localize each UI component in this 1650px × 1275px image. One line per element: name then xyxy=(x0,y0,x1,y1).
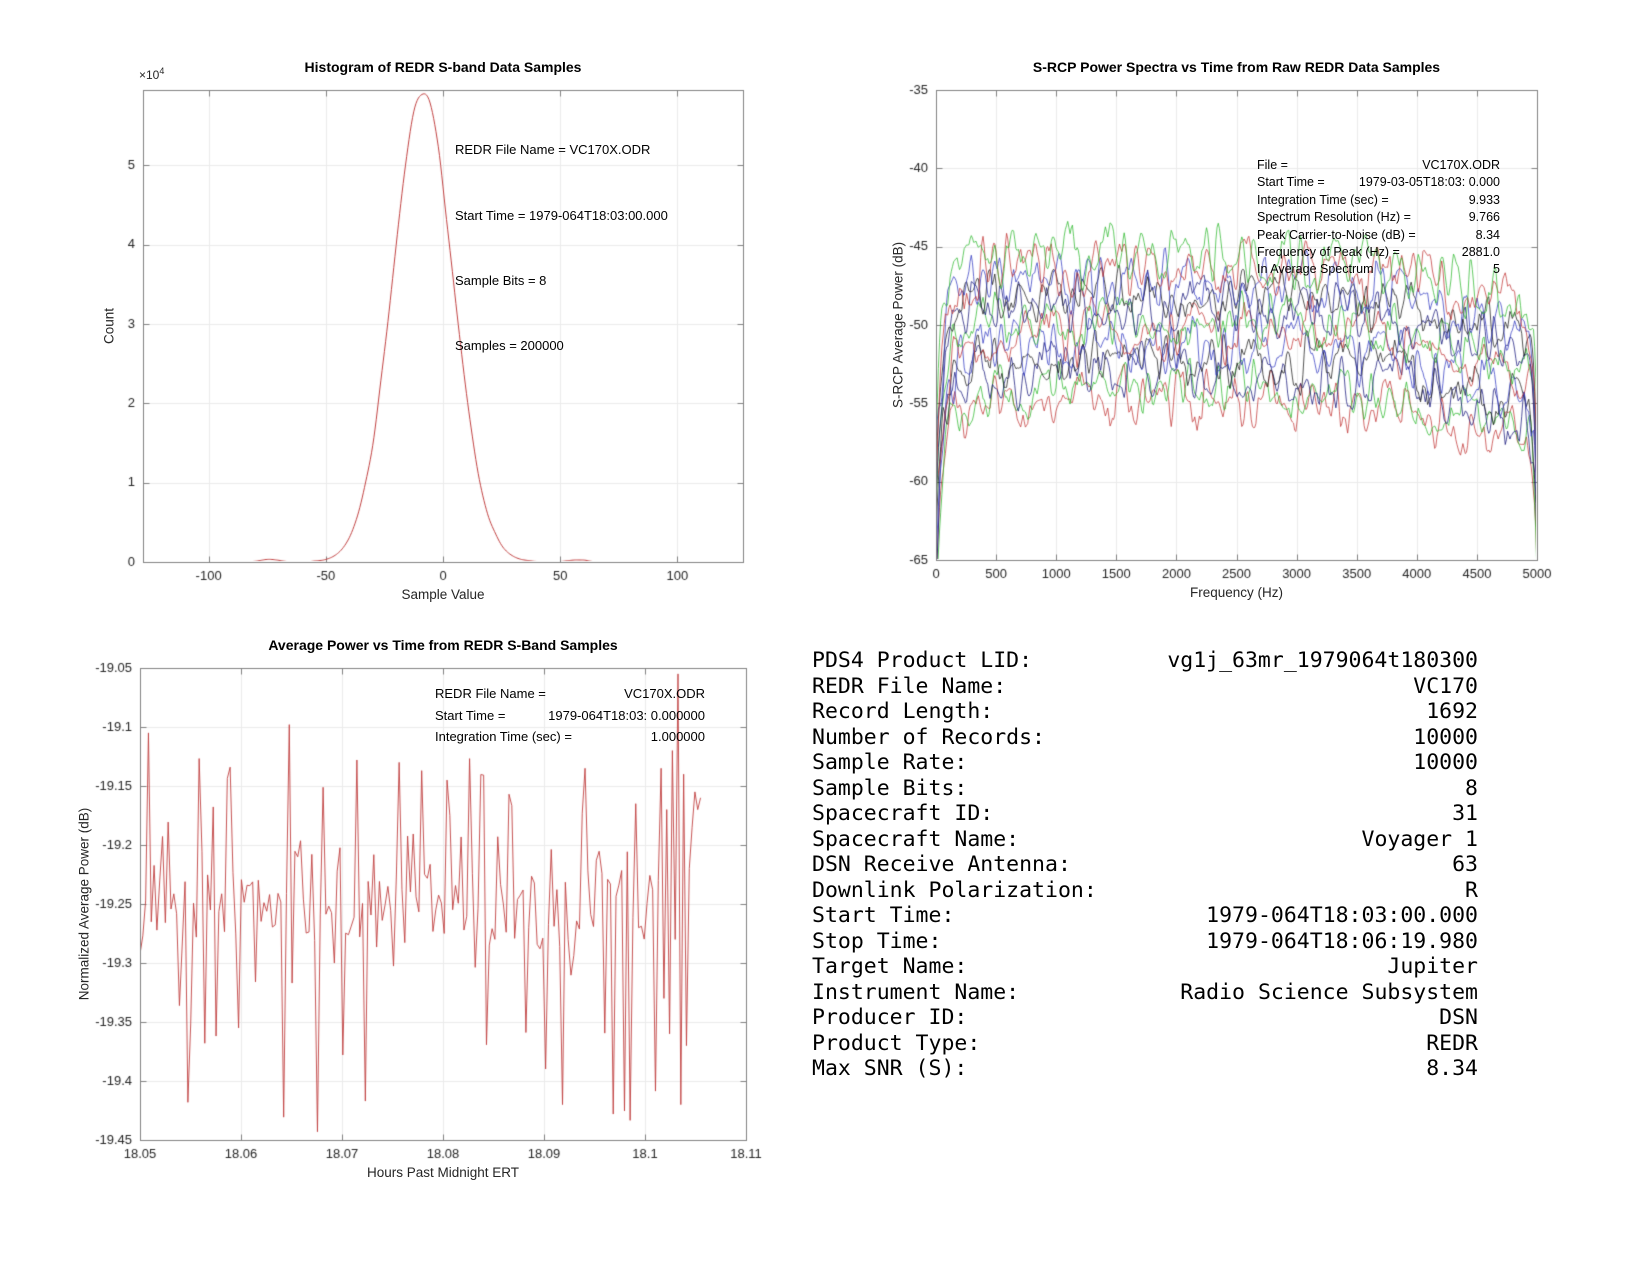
histogram-y-label: Count xyxy=(101,307,117,345)
spectra-y-label: S-RCP Average Power (dB) xyxy=(890,241,906,409)
power-time-title: Average Power vs Time from REDR S-Band Samples xyxy=(268,637,618,653)
spectra-x-label: Frequency (Hz) xyxy=(1189,585,1284,600)
metadata-label: Max SNR (S): xyxy=(812,1056,968,1081)
annotation-value: 9.766 xyxy=(1468,210,1500,225)
metadata-label: Downlink Polarization: xyxy=(812,877,1097,903)
metadata-row xyxy=(812,801,1478,827)
metadata-value: 1979-064T18:03:00.000 xyxy=(1206,903,1478,928)
metadata-label: Sample Rate: xyxy=(812,750,968,775)
annotation-value: 2881.0 xyxy=(1461,245,1500,260)
metadata-value: REDR xyxy=(1426,1030,1478,1056)
annotation-row xyxy=(1257,227,1500,244)
metadata-label: Spacecraft ID: xyxy=(812,801,994,826)
annotation-label: Frequency of Peak (Hz) = xyxy=(1257,245,1400,260)
metadata-panel xyxy=(812,648,1478,1082)
annotation-line: Start Time = 1979-064T18:03:00.000 xyxy=(455,207,668,223)
metadata-value: Jupiter xyxy=(1387,954,1478,979)
metadata-value: 8 xyxy=(1465,775,1478,801)
metadata-value: Voyager 1 xyxy=(1361,826,1478,852)
metadata-label: Record Length: xyxy=(812,699,994,724)
annotation-row xyxy=(1257,244,1500,261)
metadata-value: 10000 xyxy=(1413,724,1478,750)
metadata-label: Producer ID: xyxy=(812,1005,968,1030)
metadata-label: Number of Records: xyxy=(812,724,1045,750)
metadata-value: Radio Science Subsystem xyxy=(1180,979,1478,1005)
annotation-value: 8.34 xyxy=(1475,227,1500,242)
metadata-label: Sample Bits: xyxy=(812,775,968,801)
metadata-row xyxy=(812,750,1478,776)
metadata-label: Instrument Name: xyxy=(812,979,1020,1005)
metadata-value: 31 xyxy=(1452,801,1478,826)
annotation-value: 1.000000 xyxy=(650,729,705,745)
metadata-row xyxy=(812,776,1478,802)
exponent-mantissa: ×10 xyxy=(139,68,160,82)
metadata-value: vg1j_63mr_1979064t180300 xyxy=(1167,648,1478,673)
power-time-annotations xyxy=(435,683,705,748)
annotation-row xyxy=(435,726,705,748)
annotation-label: In Average Spectrum xyxy=(1257,262,1374,277)
annotation-value: 5 xyxy=(1493,262,1500,277)
metadata-row xyxy=(812,929,1478,955)
metadata-label: Product Type: xyxy=(812,1030,981,1056)
histogram-annotations xyxy=(455,96,668,400)
metadata-row xyxy=(812,1005,1478,1031)
metadata-label: Stop Time: xyxy=(812,928,942,954)
power-time-y-label: Normalized Average Power (dB) xyxy=(76,807,92,1001)
annotation-row xyxy=(1257,209,1500,226)
annotation-value: VC170X.ODR xyxy=(624,686,705,701)
metadata-row xyxy=(812,852,1478,878)
histogram-y-exponent xyxy=(139,66,164,82)
metadata-value: 8.34 xyxy=(1426,1056,1478,1081)
metadata-value: 63 xyxy=(1452,852,1478,877)
annotation-label: Integration Time (sec) = xyxy=(1257,192,1389,207)
annotation-line: Sample Bits = 8 xyxy=(455,272,547,288)
annotation-label: File = xyxy=(1257,158,1288,172)
metadata-row xyxy=(812,648,1478,674)
annotation-value: 1979-064T18:03: 0.000000 xyxy=(548,707,705,723)
annotation-row xyxy=(435,705,705,727)
metadata-row xyxy=(812,674,1478,700)
annotation-label: REDR File Name = xyxy=(435,686,546,701)
annotation-row xyxy=(1257,192,1500,209)
spectra-title: S-RCP Power Spectra vs Time from Raw REDR Data Samples xyxy=(1032,59,1441,75)
histogram-x-label: Sample Value xyxy=(401,587,485,602)
annotation-line: Samples = 200000 xyxy=(455,337,564,353)
metadata-value: 1692 xyxy=(1426,699,1478,724)
metadata-label: DSN Receive Antenna: xyxy=(812,852,1071,877)
metadata-value: R xyxy=(1465,877,1478,903)
annotation-line: REDR File Name = VC170X.ODR xyxy=(455,142,651,158)
annotation-label: Peak Carrier-to-Noise (dB) = xyxy=(1257,227,1416,242)
exponent-power: 4 xyxy=(159,66,165,76)
metadata-row xyxy=(812,725,1478,751)
metadata-row xyxy=(812,1056,1478,1082)
annotation-label: Start Time = xyxy=(1257,175,1325,190)
metadata-value: DSN xyxy=(1439,1005,1478,1030)
metadata-label: Target Name: xyxy=(812,954,968,979)
metadata-value: 1979-064T18:06:19.980 xyxy=(1206,928,1478,954)
metadata-row xyxy=(812,903,1478,929)
metadata-row xyxy=(812,980,1478,1006)
metadata-row xyxy=(812,1031,1478,1057)
annotation-label: Start Time = xyxy=(435,707,506,723)
metadata-value: 10000 xyxy=(1413,750,1478,775)
histogram-title: Histogram of REDR S-band Data Samples xyxy=(304,59,582,75)
metadata-row xyxy=(812,699,1478,725)
annotation-value: 1979-03-05T18:03: 0.000 xyxy=(1358,175,1500,190)
annotation-value: VC170X.ODR xyxy=(1422,158,1500,172)
annotation-row xyxy=(1257,261,1500,278)
annotation-label: Integration Time (sec) = xyxy=(435,729,572,745)
metadata-label: REDR File Name: xyxy=(812,673,1007,699)
spectra-annotations xyxy=(1257,157,1500,279)
annotation-value: 9.933 xyxy=(1468,192,1500,207)
annotation-row xyxy=(1257,157,1500,174)
metadata-value: VC170 xyxy=(1413,673,1478,699)
metadata-row xyxy=(812,878,1478,904)
annotation-label: Spectrum Resolution (Hz) = xyxy=(1257,210,1411,225)
power-time-x-label: Hours Past Midnight ERT xyxy=(366,1165,520,1180)
metadata-row xyxy=(812,954,1478,980)
metadata-label: Spacecraft Name: xyxy=(812,826,1020,852)
annotation-row xyxy=(435,683,705,705)
metadata-row xyxy=(812,827,1478,853)
metadata-label: PDS4 Product LID: xyxy=(812,648,1033,673)
annotation-row xyxy=(1257,174,1500,191)
metadata-label: Start Time: xyxy=(812,903,955,928)
